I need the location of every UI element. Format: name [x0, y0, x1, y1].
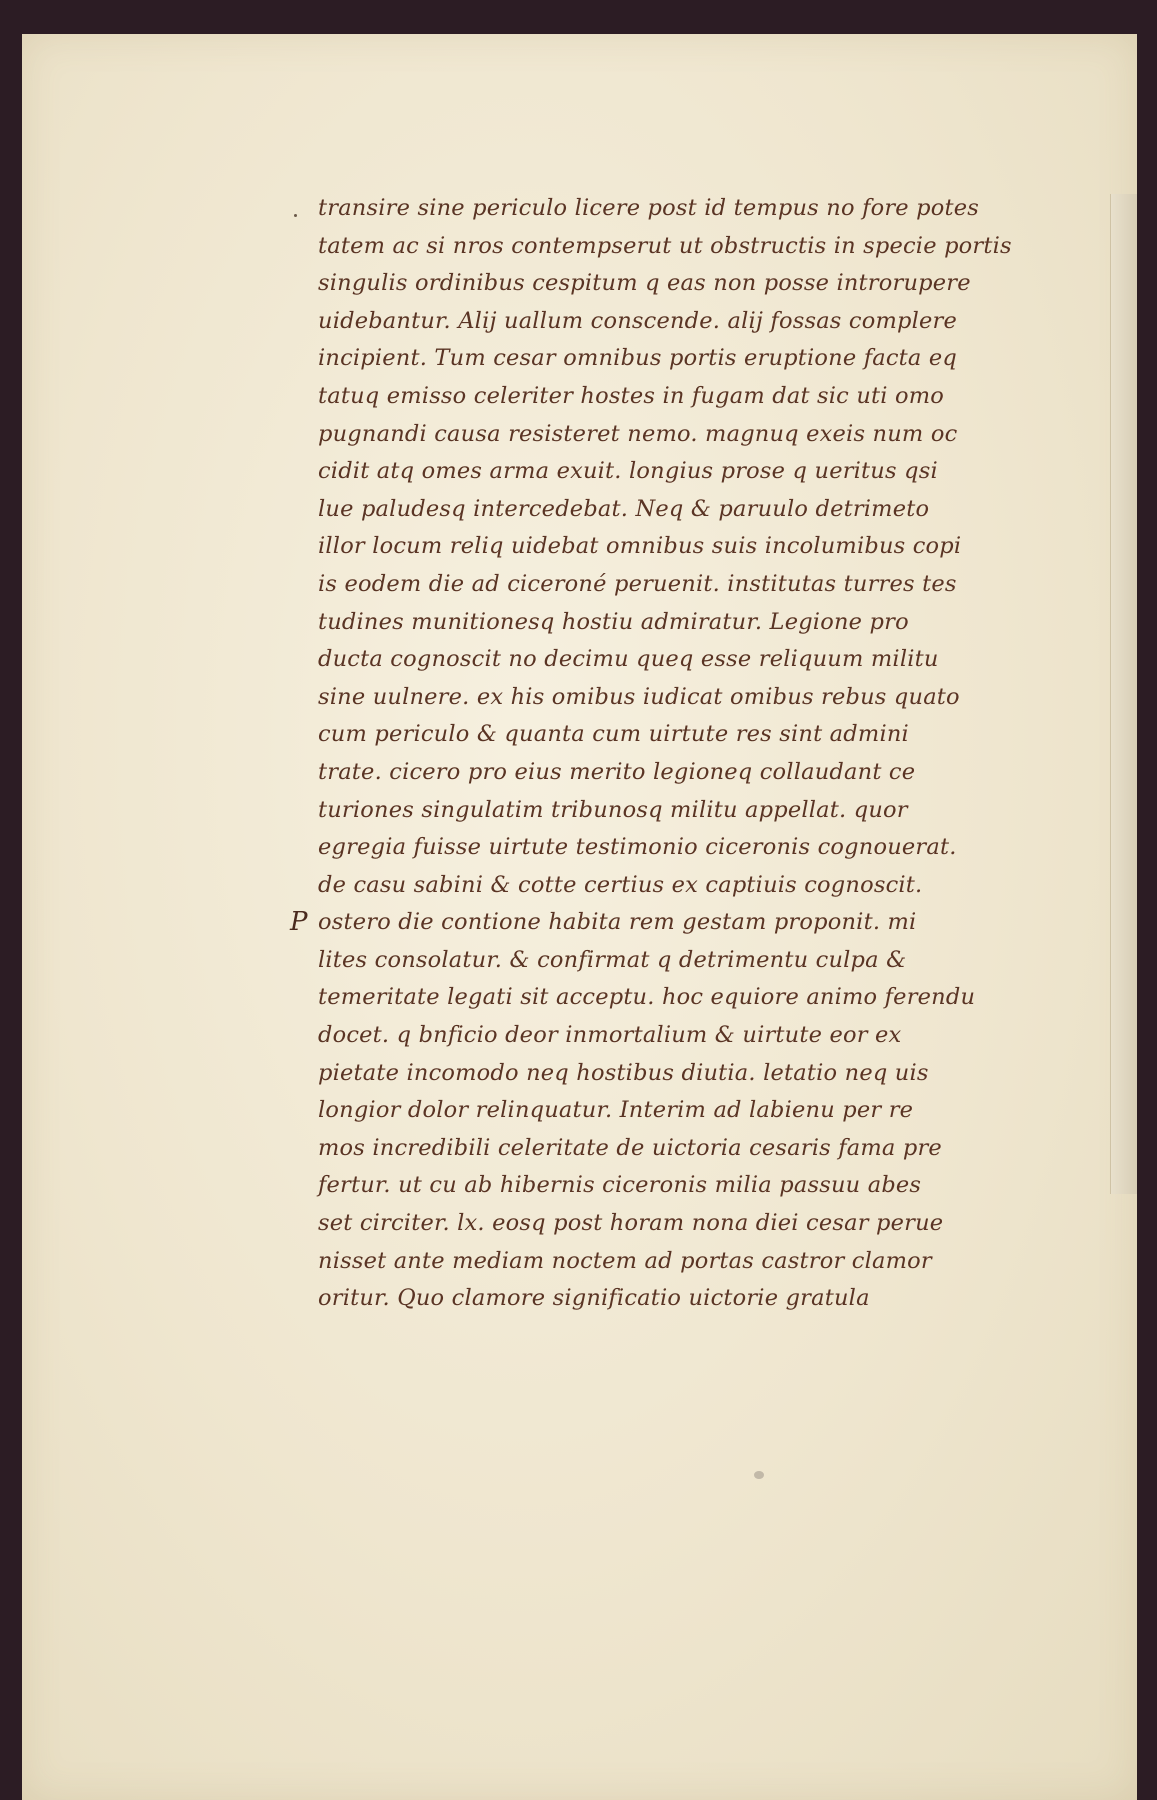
text-line: de casu sabini & cotte certius ex captiuis cognoscit. [318, 871, 923, 898]
text-line: ducta cognoscit no decimu queq esse reliquum militu [318, 646, 939, 673]
text-line: tudines munitionesq hostiu admiratur. Legione pro [318, 608, 909, 635]
manuscript-text [290, 190, 1128, 1318]
text-line: cidit atq omes arma exuit. longius prose q ueritus qsi [318, 458, 938, 485]
text-line: mos incredibili celeritate de uictoria cesaris fama pre [318, 1134, 942, 1161]
text-line: incipient. Tum cesar omnibus portis eruptione facta eq [318, 345, 957, 372]
text-line: pietate incomodo neq hostibus diutia. letatio neq uis [318, 1059, 929, 1086]
text-line: tatem ac si nros contempserut ut obstructis in specie portis [318, 232, 1012, 259]
text-line: illor locum reliq uidebat omnibus suis incolumibus copi [318, 533, 962, 560]
text-line: nisset ante mediam noctem ad portas castror clamor [318, 1247, 932, 1274]
text-line: cum periculo & quanta cum uirtute res sint admini [318, 721, 909, 748]
text-line: oritur. Quo clamore significatio uictorie gratula [318, 1285, 870, 1312]
text-line: singulis ordinibus cespitum q eas non posse introrupere [318, 270, 971, 297]
text-line: tatuq emisso celeriter hostes in fugam dat sic uti omo [318, 382, 945, 409]
text-line: turiones singulatim tribunosq militu appellat. quor [318, 796, 908, 823]
text-line: fertur. ut cu ab hibernis ciceronis milia passuu abes [318, 1172, 922, 1199]
text-line: uidebantur. Alij uallum conscende. alij fossas complere [318, 307, 957, 334]
text-line: transire sine periculo licere post id tempus no fore potes [318, 195, 980, 221]
ink-dot [294, 214, 297, 217]
text-line: temeritate legati sit acceptu. hoc equiore animo ferendu [318, 984, 976, 1011]
text-line: sine uulnere. ex his omibus iudicat omibus rebus quato [318, 683, 960, 710]
text-line: longior dolor relinquatur. Interim ad labienu per re [318, 1097, 914, 1124]
text-line: lites consolatur. & confirmat q detrimentu culpa & [318, 946, 907, 973]
text-line: egregia fuisse uirtute testimonio ciceronis cognouerat. [318, 834, 957, 861]
initial-letter: P [290, 907, 308, 938]
text-line: lue paludesq intercedebat. Neq & paruulo detrimeto [318, 495, 930, 522]
parchment-speck [754, 1471, 764, 1479]
text-line: is eodem die ad ciceroné peruenit. institutas turres tes [318, 570, 957, 597]
text-line: pugnandi causa resisteret nemo. magnuq exeis num oc [318, 420, 958, 447]
text-line: set circiter. lx. eosq post horam nona diei cesar perue [318, 1210, 944, 1237]
text-line-with-initial [290, 904, 1128, 942]
text-line: trate. cicero pro eius merito legioneq collaudant ce [318, 758, 916, 785]
text-line: docet. q bnficio deor inmortalium & uirtute eor ex [318, 1022, 902, 1049]
text-line: ostero die contione habita rem gestam proponit. mi [318, 909, 917, 936]
